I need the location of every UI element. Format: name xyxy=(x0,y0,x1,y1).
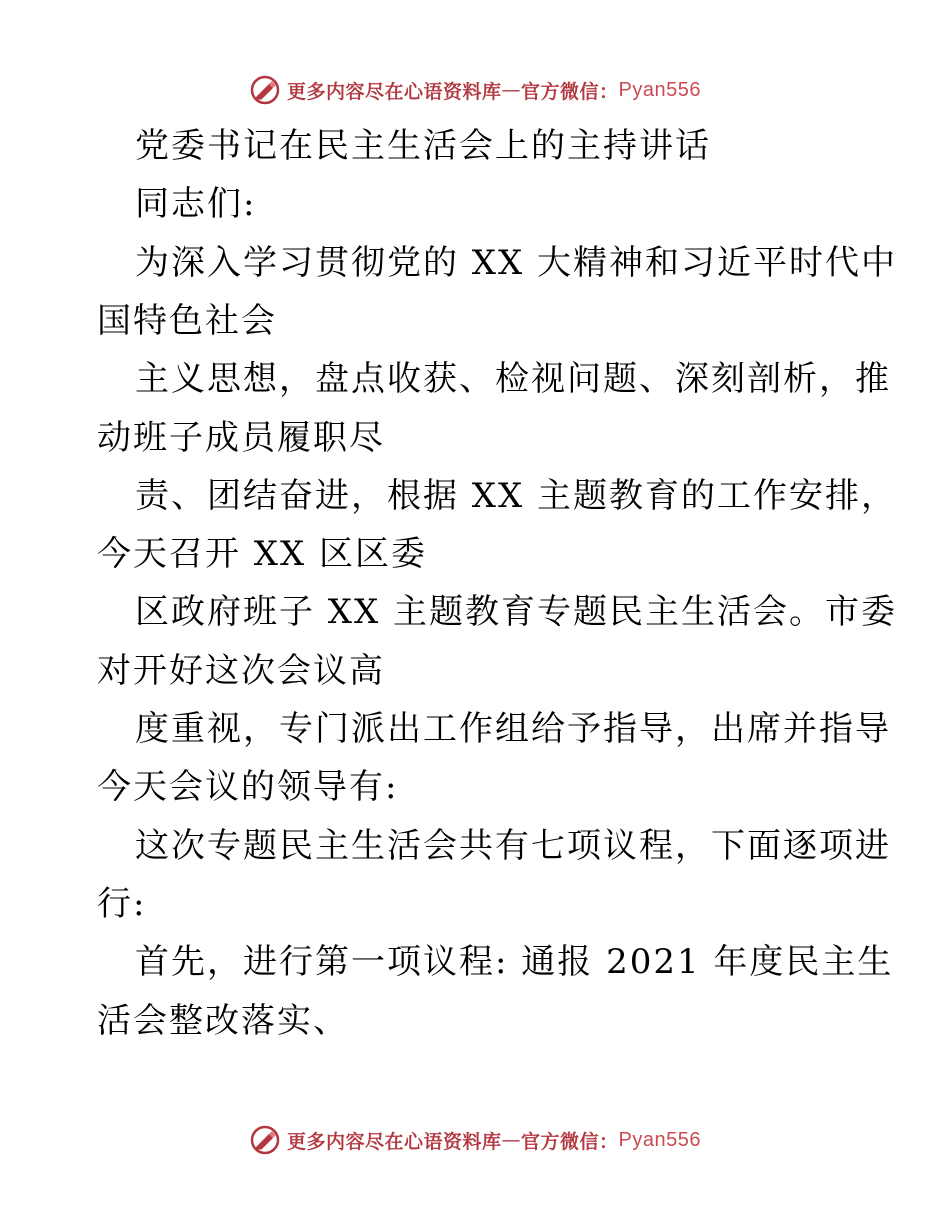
text-line: 主义思想，盘点收获、检视问题、深刻剖析，推 xyxy=(135,359,891,399)
text-line: 同志们: xyxy=(135,184,257,224)
watermark-text: 更多内容尽在心语资料库 xyxy=(287,1130,502,1153)
text-line: 首先，进行第一项议程: 通报 2021 年度民主生 xyxy=(135,942,894,982)
text-line: 活会整改落实、 xyxy=(97,1001,349,1041)
watermark-text: 更多内容尽在心语资料库 xyxy=(287,80,502,103)
watermark-separator: — xyxy=(501,1129,522,1151)
text-line: 行: xyxy=(97,884,147,924)
watermark-separator: — xyxy=(501,79,522,101)
text-line: 这次专题民主生活会共有七项议程，下面逐项进 xyxy=(135,826,891,866)
text-line: 国特色社会 xyxy=(97,301,277,341)
text-line: 今天召开 XX 区区委 xyxy=(97,534,428,574)
text-line: 动班子成员履职尽 xyxy=(97,418,385,458)
text-line: 今天会议的领导有: xyxy=(97,767,399,807)
watermark-id: Pyan556 xyxy=(618,78,701,101)
document-title: 党委书记在民主生活会上的主持讲话 xyxy=(135,126,711,166)
text-line: 度重视，专门派出工作组给予指导，出席并指导 xyxy=(135,709,891,749)
text-line: 为深入学习贯彻党的 XX 大精神和习近平时代中 xyxy=(135,243,898,283)
footer-watermark xyxy=(0,1120,950,1160)
text-line: 责、团结奋进，根据 XX 主题教育的工作安排， xyxy=(135,476,898,516)
header-watermark xyxy=(0,70,950,110)
watermark-official: 官方微信： xyxy=(521,1130,619,1153)
watermark-id: Pyan556 xyxy=(618,1128,701,1151)
text-line: 对开好这次会议高 xyxy=(97,651,385,691)
pen-logo-icon xyxy=(249,1124,281,1156)
pen-logo-icon xyxy=(249,74,281,106)
watermark-official: 官方微信： xyxy=(521,80,619,103)
text-line: 区政府班子 XX 主题教育专题民主生活会。市委 xyxy=(135,592,898,632)
